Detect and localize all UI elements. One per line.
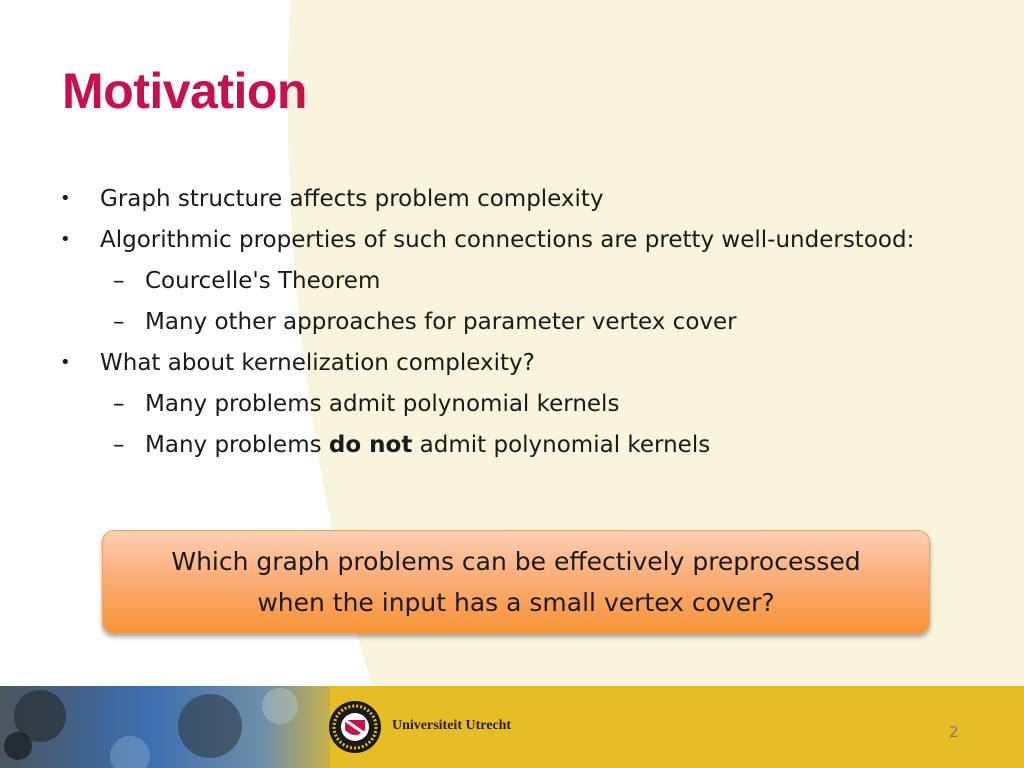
bullet-marker: • (60, 229, 71, 250)
bullet-text: Algorithmic properties of such connections are pretty well-understood: (100, 227, 915, 253)
bullet-item (58, 347, 958, 379)
sub-bullet-text: Courcelle's Theorem (145, 268, 381, 294)
sub-bullet-item (58, 265, 958, 297)
page-number: 2 (949, 723, 959, 741)
bullet-item (58, 183, 958, 215)
sub-bullet-text-after: admit polynomial kernels (412, 432, 711, 458)
bullet-text: What about kernelization complexity? (100, 350, 535, 376)
question-callout (102, 530, 930, 634)
footer-bar (0, 686, 1024, 768)
emphasis-text: do not (328, 432, 413, 458)
bullet-marker: • (60, 352, 71, 373)
bullet-list (58, 183, 958, 461)
sub-bullet-item (58, 388, 958, 420)
bullet-text: Graph structure affects problem complexity (100, 186, 604, 212)
dash-marker: – (113, 268, 125, 294)
bullet-item (58, 224, 958, 256)
bullet-marker: • (60, 188, 71, 209)
slide-title: Motivation (62, 63, 307, 119)
sub-bullet-item (58, 306, 958, 338)
sub-bullet-text: Many problems admit polynomial kernels (145, 391, 620, 417)
dash-marker: – (113, 432, 125, 458)
footer-brand: Universiteit Utrecht (392, 718, 512, 733)
callout-text (171, 541, 860, 623)
sub-bullet-text-before: Many problems (145, 432, 329, 458)
dash-marker: – (113, 309, 125, 335)
callout-line-1: Which graph problems can be effectively preprocessed (171, 547, 861, 576)
dash-marker: – (113, 391, 125, 417)
callout-line-2: when the input has a small vertex cover? (257, 588, 775, 617)
uu-seal-icon (328, 700, 382, 754)
sub-bullet-item (58, 429, 958, 461)
sub-bullet-text: Many other approaches for parameter vertex cover (145, 309, 737, 335)
